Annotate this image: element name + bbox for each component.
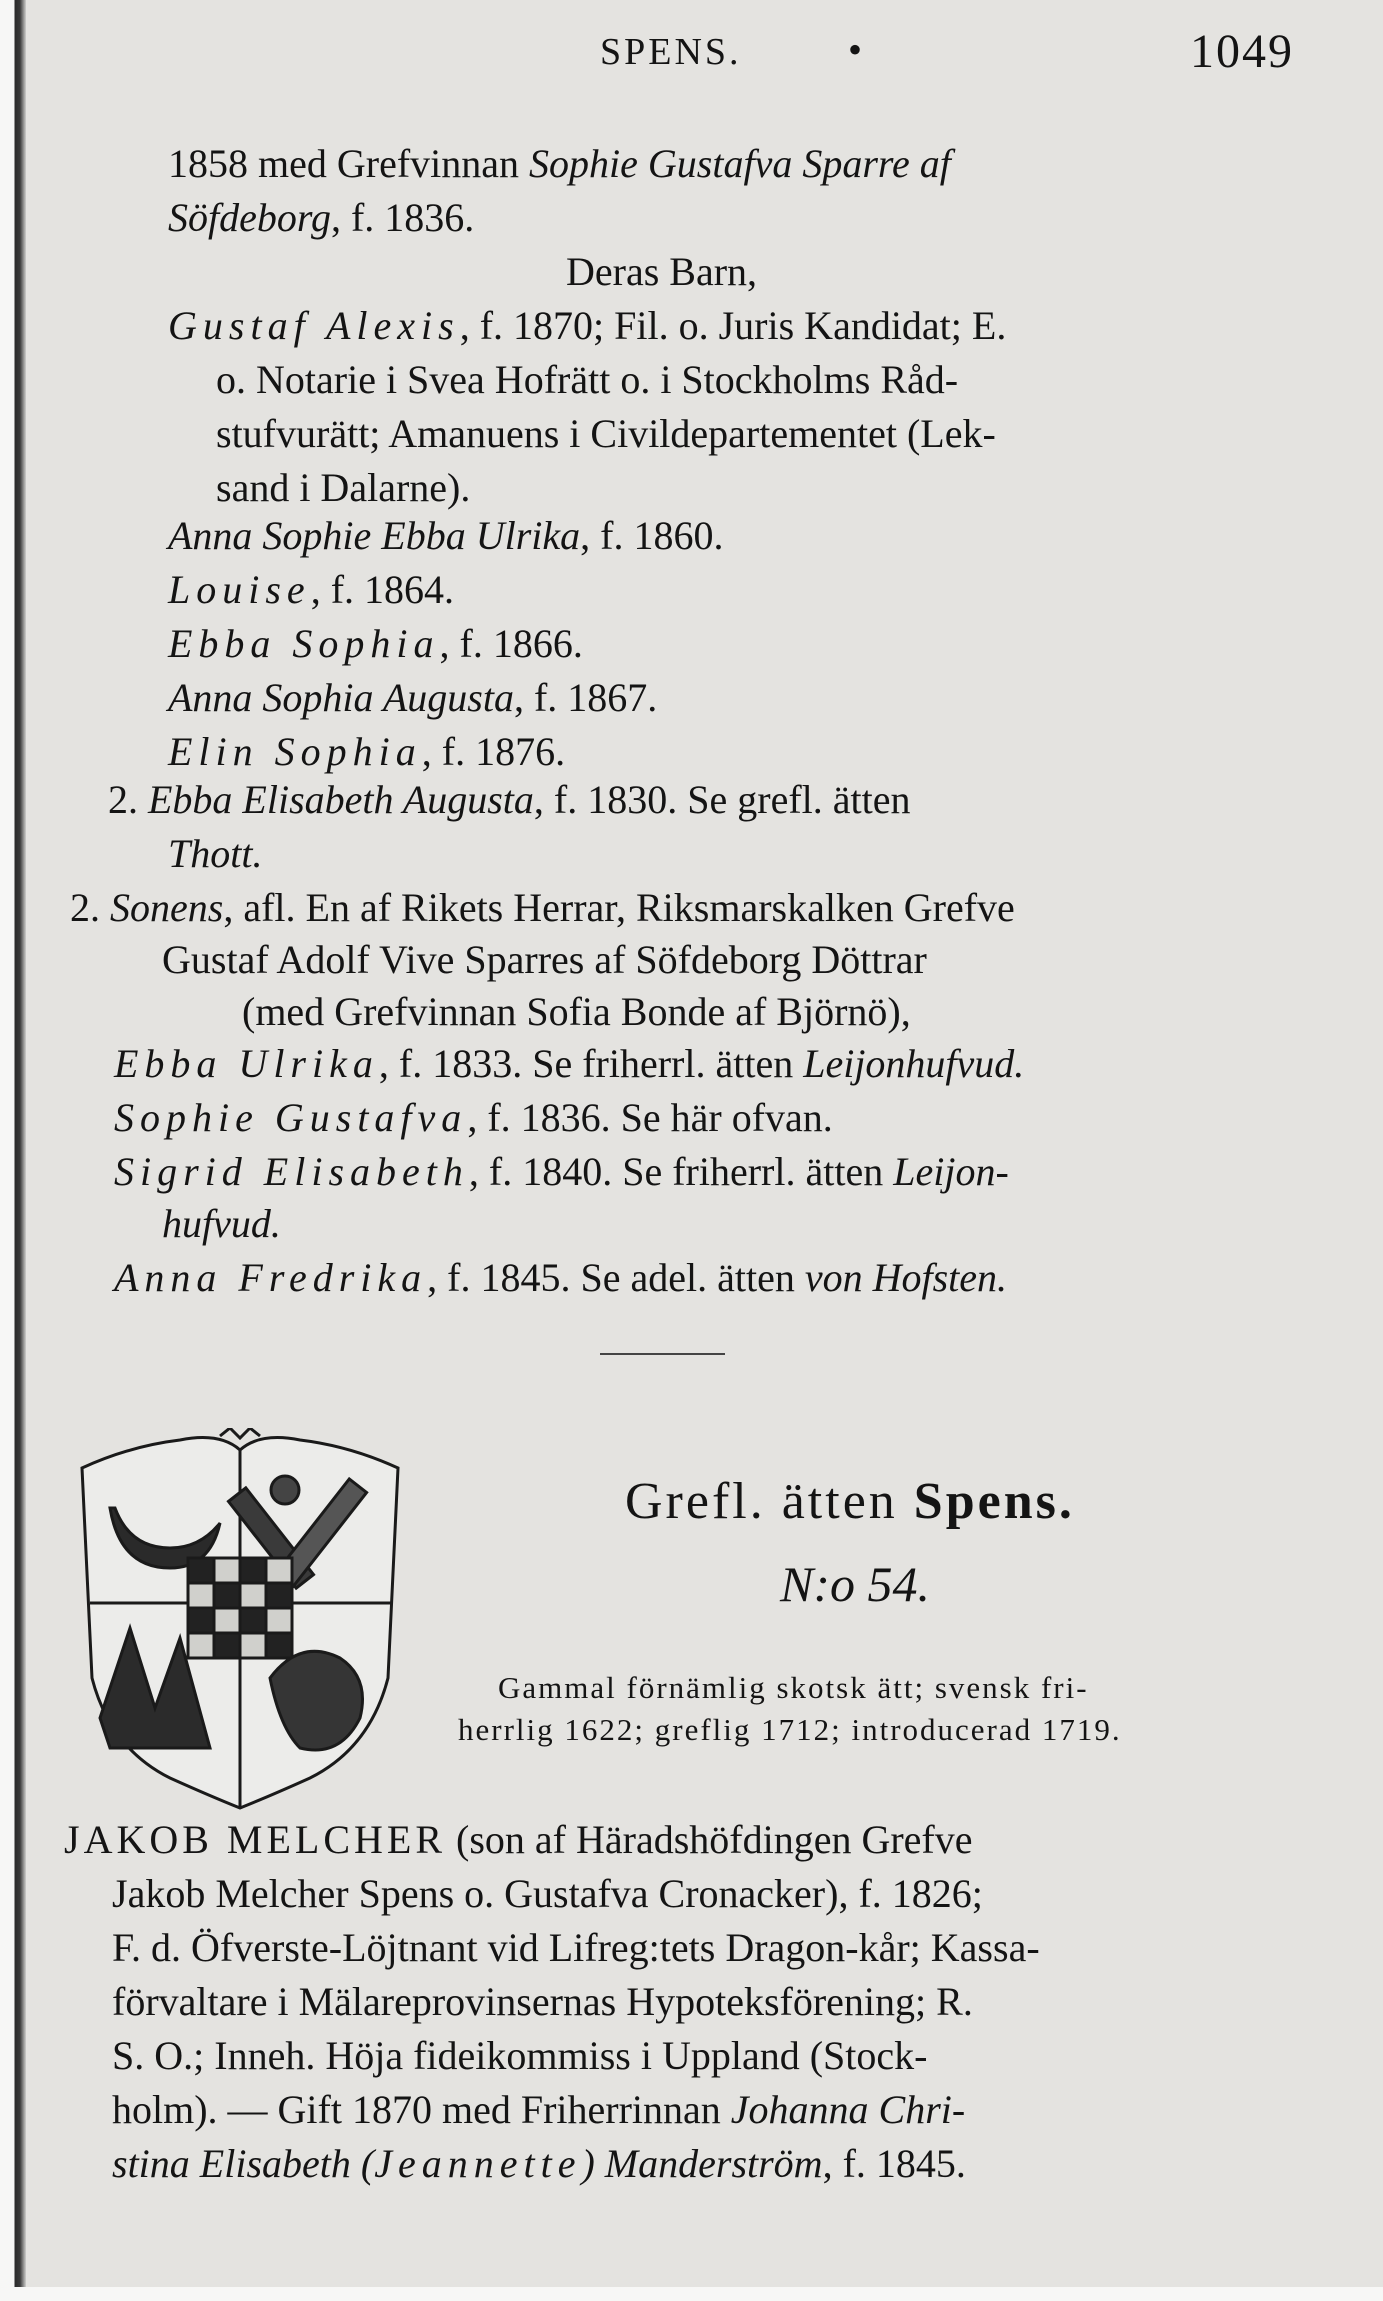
text-line: Ebba Sophia, f. 1866.: [168, 621, 583, 666]
text-line: 2. Ebba Elisabeth Augusta, f. 1830. Se grefl. ätten: [108, 777, 911, 822]
family-title: Grefl. ätten Spens.: [625, 1473, 1075, 1530]
text-line: Elin Sophia, f. 1876.: [168, 729, 566, 774]
text-line: Anna Sophia Augusta, f. 1867.: [168, 675, 658, 720]
text-line: JAKOB MELCHER (son af Häradshöfdingen Grefve: [64, 1817, 973, 1862]
scan-edge: [0, 0, 26, 2301]
text-line: 2. Sonens, afl. En af Rikets Herrar, Riksmarskalken Grefve: [70, 885, 1015, 930]
text-line: Anna Sophie Ebba Ulrika, f. 1860.: [168, 513, 724, 558]
text-line: (med Grefvinnan Sofia Bonde af Björnö),: [242, 989, 911, 1034]
text-line: stina Elisabeth (Jeannette) Manderström, f. 1845.: [112, 2141, 966, 2186]
section-divider: [600, 1353, 725, 1355]
text-line: förvaltare i Mälareprovinsernas Hypoteksförening; R.: [112, 1979, 973, 2024]
family-number: N:o 54.: [780, 1556, 930, 1612]
family-description: herrlig 1622; greflig 1712; introducerad 1719.: [458, 1712, 1122, 1747]
text-line: F. d. Öfverste-Löjtnant vid Lifreg:tets Dragon-kår; Kassa-: [112, 1925, 1040, 1970]
running-header: [0, 22, 1383, 82]
text-line: holm). — Gift 1870 med Friherrinnan Johanna Chri-: [112, 2087, 966, 2132]
scan-bottom-edge: [0, 2287, 1383, 2301]
text-line: Sigrid Elisabeth, f. 1840. Se friherrl. ätten Leijon-: [114, 1149, 1009, 1194]
text-line: sand i Dalarne).: [216, 465, 471, 510]
text-line: Thott.: [168, 831, 263, 876]
text-line: Söfdeborg, f. 1836.: [168, 195, 475, 240]
text-line: Gustaf Adolf Vive Sparres af Söfdeborg Döttrar: [162, 937, 927, 982]
family-description: Gammal förnämlig skotsk ätt; svensk fri-: [498, 1670, 1089, 1705]
text-line: Deras Barn,: [566, 249, 758, 294]
text-line: 1858 med Grefvinnan Sophie Gustafva Sparre af: [168, 141, 951, 186]
text-line: hufvud.: [162, 1201, 281, 1246]
text-line: Anna Fredrika, f. 1845. Se adel. ätten von Hofsten.: [114, 1255, 1008, 1300]
text-line: Louise, f. 1864.: [168, 567, 455, 612]
header-dot: •: [848, 27, 863, 72]
running-title: SPENS.: [600, 31, 742, 73]
text-line: Jakob Melcher Spens o. Gustafva Cronacker), f. 1826;: [112, 1871, 983, 1916]
page-number: 1049: [1190, 25, 1294, 78]
text-line: Ebba Ulrika, f. 1833. Se friherrl. ätten Leijonhufvud.: [114, 1041, 1025, 1086]
text-line: S. O.; Inneh. Höja fideikommiss i Uppland (Stock-: [112, 2033, 928, 2078]
text-line: Sophie Gustafva, f. 1836. Se här ofvan.: [114, 1095, 833, 1140]
text-line: o. Notarie i Svea Hofrätt o. i Stockholms Råd-: [216, 357, 959, 402]
coat-of-arms-icon: [70, 1428, 410, 1810]
text-line: Gustaf Alexis, f. 1870; Fil. o. Juris Kandidat; E.: [168, 303, 1007, 348]
text-line: stufvurätt; Amanuens i Civildepartementet (Lek-: [216, 411, 996, 456]
